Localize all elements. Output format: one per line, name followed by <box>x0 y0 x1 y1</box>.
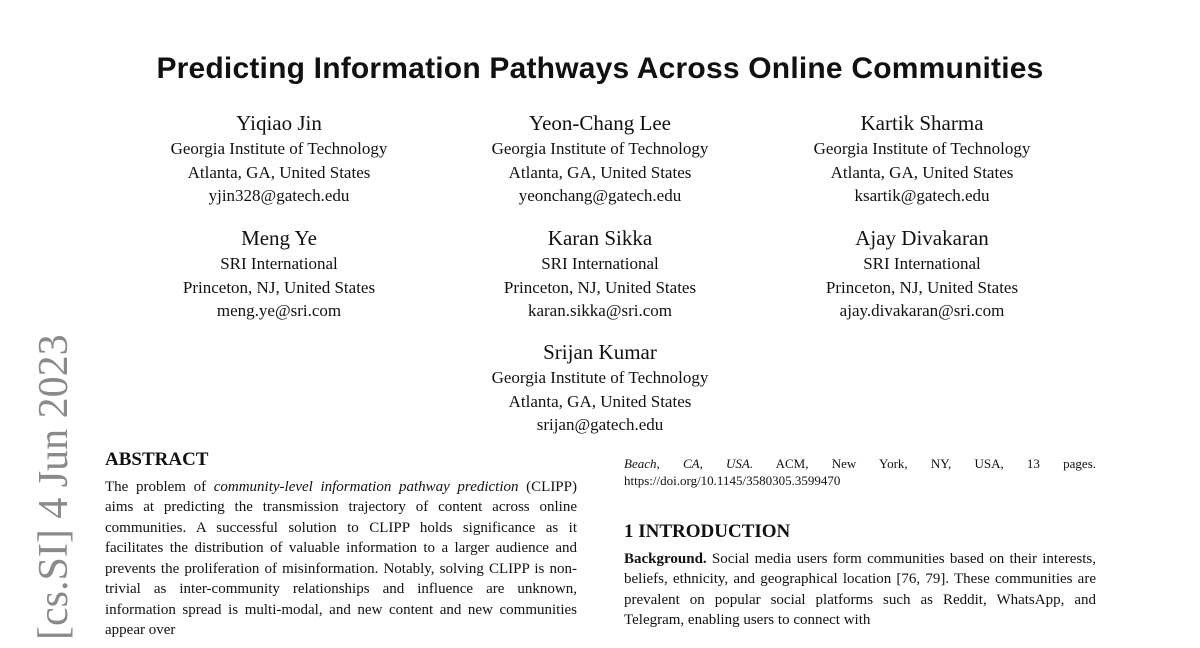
reference-text: ACM, New York, NY, USA, 13 pages. https://doi.org/10.1145/3580305.3599470 <box>624 456 1097 488</box>
background-label: Background. <box>624 550 707 567</box>
author-block <box>440 110 760 208</box>
paper-title: Predicting Information Pathways Across Online Communities <box>156 52 1044 85</box>
author-affiliation: Georgia Institute of Technology <box>170 139 388 158</box>
author-name: Meng Ye <box>241 226 317 250</box>
author-name: Srijan Kumar <box>543 340 657 364</box>
author-email: karan.sikka@sri.com <box>527 301 673 320</box>
intro-heading: 1 INTRODUCTION <box>624 521 791 542</box>
author-email: meng.ye@sri.com <box>216 301 342 320</box>
author-location: Atlanta, GA, United States <box>508 391 692 411</box>
author-affiliation: Georgia Institute of Technology <box>491 139 709 158</box>
reference-location: Beach, CA, USA. <box>624 456 754 471</box>
author-location: Atlanta, GA, United States <box>508 162 692 182</box>
author-block <box>440 339 760 437</box>
author-affiliation: SRI International <box>541 254 659 273</box>
author-location: Atlanta, GA, United States <box>830 162 1014 182</box>
author-location: Princeton, NJ, United States <box>825 277 1019 297</box>
author-name: Ajay Divakaran <box>855 226 989 250</box>
abstract-text-part: The problem of <box>105 478 214 495</box>
author-name: Yeon-Chang Lee <box>529 111 671 135</box>
author-affiliation: SRI International <box>863 254 981 273</box>
author-block <box>119 110 439 208</box>
background-text: Social media users form communities based on their interests, beliefs, ethnicity, and geographical location [76, 79]. These communities are prevalent on popular social platforms such as Reddit, WhatsApp, and Telegram, enabling users to connect with <box>624 550 1096 628</box>
intro-text <box>624 549 1096 631</box>
abstract-text-emph: community-level information pathway prediction <box>213 478 519 495</box>
abstract-text <box>105 477 577 641</box>
abstract-text-part: (CLIPP) aims at predicting the transmission trajectory of content across online communities. A successful solution to CLIPP holds significance as it facilitates the distribution of valuable information to a larger audience and prevents the proliferation of misinformation. Notably, solving CLIPP is non-trivial as inter-community relationships and influence are unknown, information spread is multi-modal, and new content and new communities appear over <box>105 478 577 638</box>
author-block <box>119 225 439 323</box>
author-location: Atlanta, GA, United States <box>187 162 371 182</box>
author-location: Princeton, NJ, United States <box>182 277 376 297</box>
author-affiliation: Georgia Institute of Technology <box>491 368 709 387</box>
author-block <box>762 225 1082 323</box>
arxiv-stamp: [cs.SI] 4 Jun 2023 <box>31 334 77 640</box>
author-affiliation: SRI International <box>220 254 338 273</box>
author-name: Yiqiao Jin <box>236 111 322 135</box>
author-email: srijan@gatech.edu <box>536 415 664 434</box>
introduction-section <box>624 522 1096 631</box>
author-block <box>440 225 760 323</box>
author-email: ksartik@gatech.edu <box>854 186 990 205</box>
author-location: Princeton, NJ, United States <box>503 277 697 297</box>
author-affiliation: Georgia Institute of Technology <box>813 139 1031 158</box>
author-email: ajay.divakaran@sri.com <box>839 301 1005 320</box>
abstract-heading: ABSTRACT <box>105 449 209 470</box>
acm-reference <box>624 455 1096 489</box>
author-name: Kartik Sharma <box>860 111 984 135</box>
author-name: Karan Sikka <box>547 226 653 250</box>
author-email: yeonchang@gatech.edu <box>518 186 682 205</box>
abstract-section <box>105 450 577 641</box>
author-email: yjin328@gatech.edu <box>208 186 350 205</box>
author-block <box>762 110 1082 208</box>
